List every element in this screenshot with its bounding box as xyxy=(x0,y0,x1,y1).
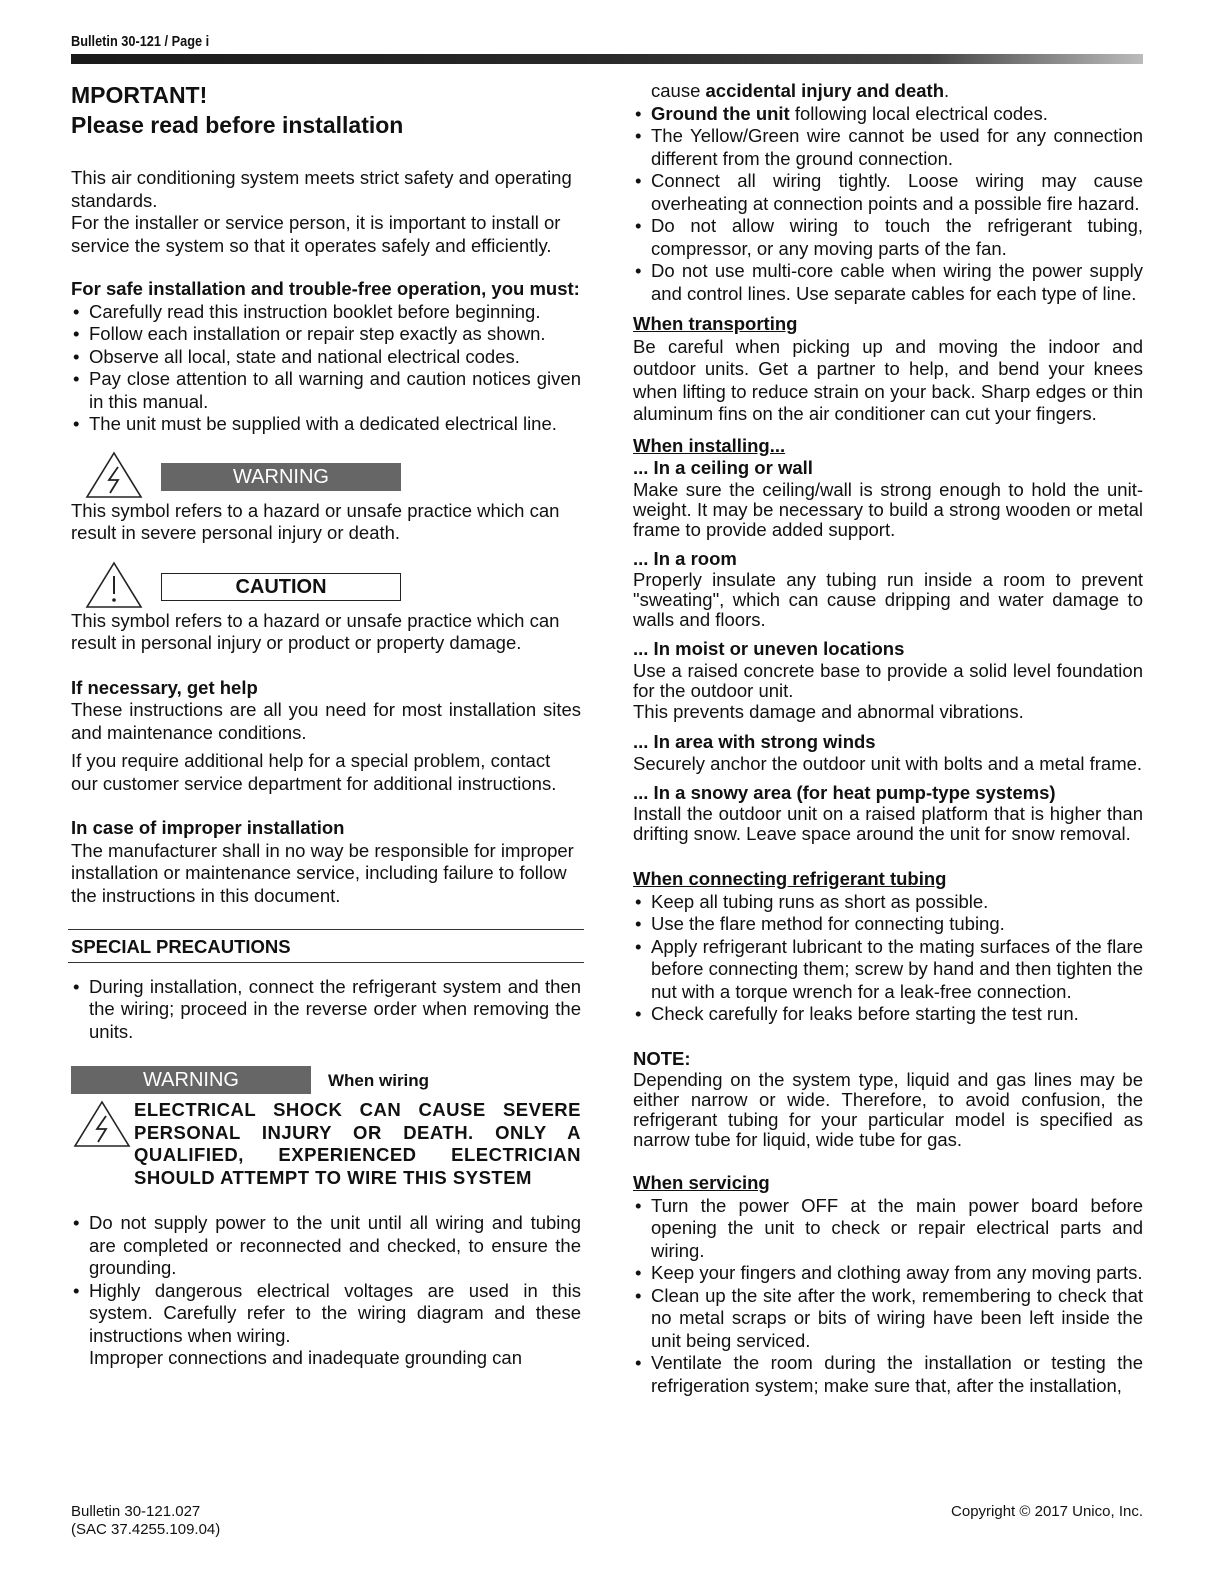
transporting-paragraph: Be careful when picking up and moving the indoor and outdoor units. Get a partner to help, and bend your knees when lifting to reduce strain on your back. Sharp edges or thin aluminum fins on the air conditioner can cut your fingers. xyxy=(633,335,1143,424)
list-item: • Use the flare method for connecting tubing. xyxy=(633,913,1143,936)
tubing-list xyxy=(633,891,1143,1026)
list-item: • Turn the power OFF at the main power board before opening the unit to check or repair electrical parts and wiring. xyxy=(633,1195,1143,1263)
header-rule xyxy=(71,54,1143,64)
list-item: • Pay close attention to all warning and caution notices given in this manual. xyxy=(71,368,581,413)
list-item: • Follow each installation or repair step exactly as shown. xyxy=(71,323,581,346)
intro-paragraph-1: This air conditioning system meets strict safety and operating standards. xyxy=(71,167,572,211)
improper-heading: In case of improper installation xyxy=(71,817,345,838)
ground-unit-bold: Ground the unit xyxy=(651,102,790,124)
list-item: • Highly dangerous electrical voltages are used in this system. Carefully refer to the wiring diagram and these instructions when wiring. xyxy=(71,1280,581,1348)
list-item: • Do not supply power to the unit until all wiring and tubing are completed or reconnected and checked, to ensure the grounding. xyxy=(71,1212,581,1280)
warning-description: This symbol refers to a hazard or unsafe practice which can result in severe personal injury or death. xyxy=(71,499,560,543)
list-item xyxy=(633,103,1143,126)
important-subtitle: Please read before installation xyxy=(71,112,404,138)
note-paragraph: Depending on the system type, liquid and gas lines may be either narrow or wide. Therefore, to avoid confusion, the refrigerant tubing for your particular model is specified as narrow tube for liquid, wide tube for gas. xyxy=(633,1069,1143,1150)
help-paragraph-2: If you require additional help for a special problem, contact our customer service department for additional instructions. xyxy=(71,750,557,794)
footer-copyright: Copyright © 2017 Unico, Inc. xyxy=(951,1503,1143,1520)
warning-symbol-row xyxy=(71,450,581,500)
continued-text-bold: accidental injury and death xyxy=(705,80,945,101)
wiring-warning-title: When wiring xyxy=(328,1071,430,1090)
list-item: • Apply refrigerant lubricant to the mating surfaces of the flare before connecting them; screw by hand and then tighten the nut with a torque wrench for a leak-free connection. xyxy=(633,936,1143,1004)
footer-sac-number: (SAC 37.4255.109.04) xyxy=(71,1521,221,1538)
special-precautions-heading: SPECIAL PRECAUTIONS xyxy=(71,936,291,957)
caution-symbol-row xyxy=(71,560,581,610)
list-item: • The Yellow/Green wire cannot be used for any connection different from the ground connection. xyxy=(633,125,1143,170)
electric-hazard-icon xyxy=(73,1099,131,1149)
ceiling-paragraph: Make sure the ceiling/wall is strong enough to hold the unit-weight. It may be necessary to build a strong wooden or metal frame to provide added support. xyxy=(633,478,1143,540)
snowy-paragraph: Install the outdoor unit on a raised platform that is higher than drifting snow. Leave space around the unit for snow removal. xyxy=(633,803,1143,844)
safe-install-heading: For safe installation and trouble-free operation, you must: xyxy=(71,278,580,299)
list-item: • Keep all tubing runs as short as possible. xyxy=(633,891,1143,914)
right-wiring-list xyxy=(633,103,1143,306)
installing-heading: When installing... xyxy=(633,434,786,456)
list-item: • Ventilate the room during the installation or testing the refrigeration system; make sure that, after the installation, xyxy=(633,1352,1143,1397)
wiring-list xyxy=(71,1212,581,1347)
shock-warning-text: ELECTRICAL SHOCK CAN CAUSE SEVERE PERSONAL INJURY OR DEATH. ONLY A QUALIFIED, EXPERIENCED ELECTRICIAN SHOULD ATTEMPT TO WIRE THIS SYSTEM xyxy=(134,1099,581,1188)
room-paragraph: Properly insulate any tubing run inside a room to prevent "sweating", which can cause dripping and water damage to walls and floors. xyxy=(633,569,1143,630)
intro-paragraph-2: For the installer or service person, it is important to install or service the system so that it operates safely and efficiently. xyxy=(71,212,561,256)
improper-paragraph: The manufacturer shall in no way be responsible for improper installation or maintenance service, including failure to follow the instructions in this document. xyxy=(71,839,574,906)
footer-bulletin xyxy=(71,1503,220,1539)
moist-heading: ... In moist or uneven locations xyxy=(633,638,905,659)
header-title: Bulletin 30-121 / Page i xyxy=(71,33,210,50)
moist-paragraph-1: Use a raised concrete base to provide a solid level foundation for the outdoor unit. xyxy=(633,659,1143,701)
important-title: MPORTANT! xyxy=(71,82,208,108)
list-item: • Clean up the site after the work, remembering to check that no metal scraps or bits of wiring have been left inside the unit being serviced. xyxy=(633,1285,1143,1353)
room-heading: ... In a room xyxy=(633,547,737,569)
left-column xyxy=(71,80,581,1370)
help-heading: If necessary, get help xyxy=(71,676,258,698)
ground-unit-text: following local electrical codes. xyxy=(789,102,1048,124)
winds-paragraph: Securely anchor the outdoor unit with bolts and a metal frame. xyxy=(633,752,1143,774)
list-item: • Do not allow wiring to touch the refrigerant tubing, compressor, or any moving parts of the fan. xyxy=(633,215,1143,260)
tubing-heading: When connecting refrigerant tubing xyxy=(633,868,947,889)
continued-text-pre: cause xyxy=(651,80,706,101)
caution-label: CAUTION xyxy=(161,573,401,601)
list-item: • Carefully read this instruction booklet before beginning. xyxy=(71,301,581,324)
servicing-list xyxy=(633,1195,1143,1398)
list-item: • Connect all wiring tightly. Loose wiring may cause overheating at connection points and a possible fire hazard. xyxy=(633,170,1143,215)
special-precautions-list xyxy=(71,976,581,1044)
list-item: • Keep your fingers and clothing away from any moving parts. xyxy=(633,1262,1143,1285)
winds-heading: ... In area with strong winds xyxy=(633,731,876,752)
wiring-warning-bar xyxy=(71,1066,581,1096)
continued-text-post: . xyxy=(944,80,950,101)
right-column xyxy=(633,80,1143,1397)
list-item: • The unit must be supplied with a dedicated electrical line. xyxy=(71,413,581,436)
continued-text xyxy=(633,80,1143,103)
list-item: • During installation, connect the refrigerant system and then the wiring; proceed in the reverse order when removing the units. xyxy=(71,976,581,1044)
transporting-heading: When transporting xyxy=(633,313,798,334)
servicing-heading: When servicing xyxy=(633,1172,770,1193)
footer-bulletin-number: Bulletin 30-121.027 xyxy=(71,1503,201,1520)
safe-install-list xyxy=(71,301,581,436)
electric-hazard-icon xyxy=(85,450,143,500)
moist-paragraph-2: This prevents damage and abnormal vibrations. xyxy=(633,700,1024,722)
list-item: • Check carefully for leaks before starting the test run. xyxy=(633,1003,1143,1026)
ceiling-heading: ... In a ceiling or wall xyxy=(633,457,813,478)
list-item: • Observe all local, state and national electrical codes. xyxy=(71,346,581,369)
snowy-heading: ... In a snowy area (for heat pump-type systems) xyxy=(633,781,1056,803)
note-heading: NOTE: xyxy=(633,1047,691,1069)
caution-description: This symbol refers to a hazard or unsafe practice which can result in personal injury or product or property damage. xyxy=(71,609,560,653)
wiring-continuation: Improper connections and inadequate grounding can xyxy=(89,1347,523,1368)
exclamation-hazard-icon xyxy=(85,560,143,610)
wiring-warning-label: WARNING xyxy=(71,1066,311,1094)
electrical-shock-warning xyxy=(71,1099,581,1189)
warning-label: WARNING xyxy=(161,463,401,491)
help-paragraph-1: These instructions are all you need for most installation sites and maintenance conditions. xyxy=(71,699,581,743)
list-item: • Do not use multi-core cable when wiring the power supply and control lines. Use separate cables for each type of line. xyxy=(633,260,1143,305)
